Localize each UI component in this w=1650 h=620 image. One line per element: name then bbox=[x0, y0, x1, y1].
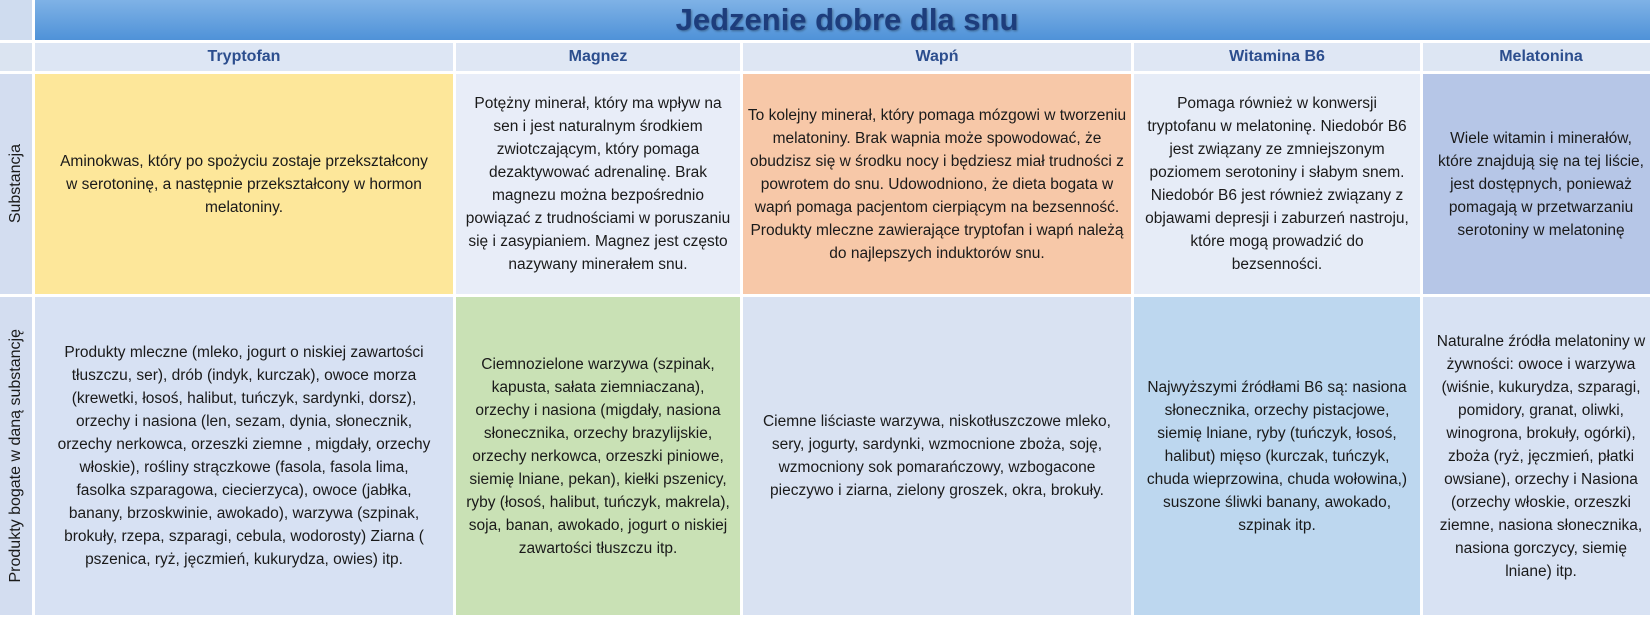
corner-cell bbox=[0, 43, 32, 71]
cell-text: To kolejny minerał, który pomaga mózgowi w tworzeniu melatoniny. Brak wapnia może spowodować, że obudzisz się w środku nocy i będziesz miał trudności z powrotem do snu. Udowodniono, że dieta bogata w wapń pomaga pacjentom cierpiącym na bezsenność. Produkty mleczne zawierające tryptofan i wapń należą do najlepszych induktorów snu. bbox=[747, 106, 1127, 262]
substance-cell-tryptofan bbox=[35, 74, 453, 294]
cell-text: Potężny minerał, który ma wpływ na sen i jest naturalnym środkiem zwiotczającym, który pomaga dezaktywować adrenalinę. Brak magnezu można bezpośrednio powiązać z trudnościami w poruszaniu się i zasypianiem. Magnez jest często nazywany minerałem snu. bbox=[465, 95, 731, 273]
cell-text: Pomaga również w konwersji tryptofanu w melatoninę. Niedobór B6 jest związany ze zmniejszonym poziomem serotoniny i słabym snem. Niedobór B6 jest również związany z objawami depresji i zaburzeń nastroju, które mogą prowadzić do bezsenności. bbox=[1145, 95, 1409, 273]
cell-text: Ciemne liściaste warzywa, niskotłuszczowe mleko, sery, jogurty, sardynki, wzmocnione zboża, soję, wzmocniony sok pomarańczowy, wzbogacone pieczywo i ziarna, zielony groszek, okra, brokuły. bbox=[762, 413, 1111, 499]
column-header-witamina-b6: Witamina B6 bbox=[1134, 43, 1420, 71]
products-cell-magnez bbox=[456, 297, 740, 615]
cell-text: Produkty mleczne (mleko, jogurt o niskiej zawartości tłuszczu, ser), drób (indyk, kurczak), owoce morza (krewetki, łosoś, halibut, tuńczyk, sardynki, dorsz), orzechy i nasiona (len, sezam, dynia, słonecznik, orzechy nerkowca, orzeszki ziemne , migdały, orzechy włoskie), rośliny strączkowe (fasola, fasola lima, fasolka szparagowa, ciecierzyca), owoce (jabłka, banany, brzoskwinie, awokado), warzywa (szpinak, brokuły, rzepa, szparagi, cebula, wodorosty) Ziarna ( pszenica, ryż, jęczmień, kukurydza, owies) itp. bbox=[57, 344, 431, 568]
products-cell-melatonina bbox=[1423, 297, 1650, 615]
substance-cell-magnez bbox=[456, 74, 740, 294]
table-title: Jedzenie dobre dla snu bbox=[35, 0, 1650, 40]
cell-text: Wiele witamin i minerałów, które znajdują się na tej liście, jest dostępnych, ponieważ pomagają w przetwarzaniu serotoniny w melatoninę bbox=[1438, 129, 1644, 239]
row-header-products bbox=[0, 297, 32, 615]
products-cell-wapn bbox=[743, 297, 1131, 615]
substance-cell-wapn bbox=[743, 74, 1131, 294]
products-cell-tryptofan bbox=[35, 297, 453, 615]
cell-text: Naturalne źródła melatoniny w żywności: owoce i warzywa (wiśnie, kukurydza, szparagi, pomidory, granat, oliwki, winogrona, brokuły, ogórki), zboża (ryż, jęczmień, płatki owsiane), orzechy i Nasiona (orzechy włoskie, orzeszki ziemne, nasiona słonecznika, nasiona gorczycy, siemię lniane) itp. bbox=[1436, 332, 1646, 580]
cell-text: Ciemnozielone warzywa (szpinak, kapusta, sałata ziemniaczana), orzechy i nasiona (migdały, nasiona słonecznika, orzechy brazylijskie, orzechy nerkowca, orzeszki piniowe, siemię lniane, pekan), kiełki pszenicy, ryby (łosoś, halibut, tuńczyk, makrela), soja, banan, awokado, jogurt o niskiej zawartości tłuszczu itp. bbox=[466, 355, 730, 557]
substance-cell-witamina-b6 bbox=[1134, 74, 1420, 294]
corner-cell bbox=[0, 0, 32, 40]
substance-cell-melatonina bbox=[1423, 74, 1650, 294]
column-header-wapn: Wapń bbox=[743, 43, 1131, 71]
column-header-melatonina: Melatonina bbox=[1423, 43, 1650, 71]
column-header-magnez: Magnez bbox=[456, 43, 740, 71]
row-header-substance-label: Substancja bbox=[7, 144, 24, 224]
cell-text: Aminokwas, który po spożyciu zostaje przekształcony w serotoninę, a następnie przekształcony w hormon melatoniny. bbox=[60, 152, 428, 216]
column-header-tryptofan: Tryptofan bbox=[35, 43, 453, 71]
row-header-substance bbox=[0, 74, 32, 294]
row-header-products-label: Produkty bogate w daną substancję bbox=[7, 329, 24, 583]
cell-text: Najwyższymi źródłami B6 są: nasiona słonecznika, orzechy pistacjowe, siemię lniane, ryby (tuńczyk, łosoś, halibut) mięso (kurczak, tuńczyk, chuda wieprzowina, chuda wołowina,) suszone śliwki banany, awokado, szpinak itp. bbox=[1146, 378, 1408, 534]
products-cell-witamina-b6 bbox=[1134, 297, 1420, 615]
